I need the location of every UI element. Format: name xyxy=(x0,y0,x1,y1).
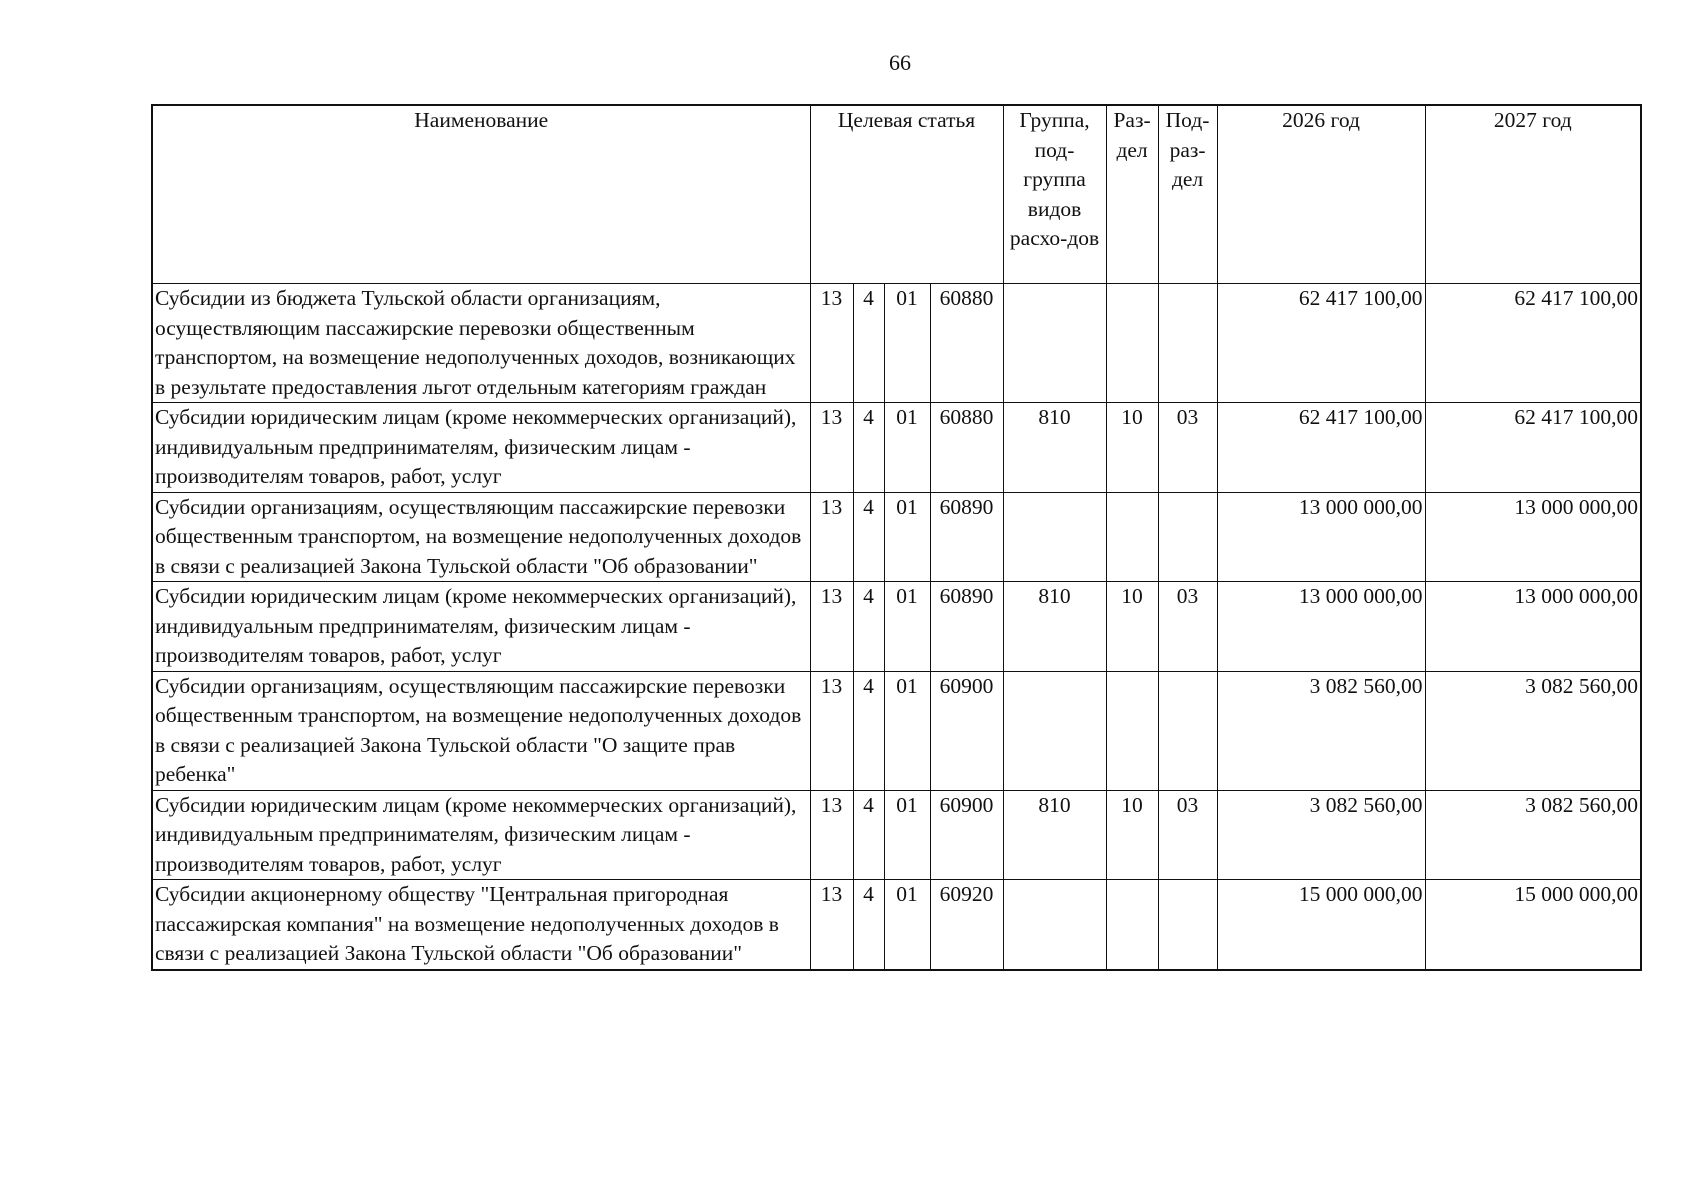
row-amount-2027: 62 417 100,00 xyxy=(1425,403,1641,493)
row-name: Субсидии юридическим лицам (кроме некоммерческих организаций), индивидуальным предпринимателям, физическим лицам - производителям товаров, работ, услуг xyxy=(152,403,810,493)
row-group xyxy=(1003,492,1106,582)
row-amount-2027: 15 000 000,00 xyxy=(1425,880,1641,970)
row-name: Субсидии из бюджета Тульской области организациям, осуществляющим пассажирские перевозки общественным транспортом, на возмещение недополученных доходов, возникающих в результате предоставления льгот отдельным категориям граждан xyxy=(152,284,810,403)
row-group xyxy=(1003,671,1106,790)
row-code-type: 4 xyxy=(853,582,884,672)
header-subsection: Под-раз-дел xyxy=(1158,105,1217,284)
row-code-subprogram: 01 xyxy=(884,582,930,672)
row-code-direction: 60900 xyxy=(930,790,1003,880)
row-code-type: 4 xyxy=(853,671,884,790)
row-name: Субсидии организациям, осуществляющим пассажирские перевозки общественным транспортом, на возмещение недополученных доходов в связи с реализацией Закона Тульской области "Об образовании" xyxy=(152,492,810,582)
row-code-type: 4 xyxy=(853,492,884,582)
header-name: Наименование xyxy=(152,105,810,284)
row-code-type: 4 xyxy=(853,284,884,403)
row-group xyxy=(1003,284,1106,403)
table-row xyxy=(152,403,1641,493)
row-amount-2026: 13 000 000,00 xyxy=(1217,582,1425,672)
row-code-direction: 60890 xyxy=(930,492,1003,582)
header-section: Раз-дел xyxy=(1106,105,1158,284)
header-year-2026: 2026 год xyxy=(1217,105,1425,284)
row-subsection xyxy=(1158,492,1217,582)
row-code-subprogram: 01 xyxy=(884,880,930,970)
row-amount-2027: 3 082 560,00 xyxy=(1425,790,1641,880)
row-name: Субсидии юридическим лицам (кроме некоммерческих организаций), индивидуальным предпринимателям, физическим лицам - производителям товаров, работ, услуг xyxy=(152,582,810,672)
row-code-subprogram: 01 xyxy=(884,403,930,493)
row-code-subprogram: 01 xyxy=(884,671,930,790)
table-row xyxy=(152,492,1641,582)
row-subsection xyxy=(1158,284,1217,403)
row-code-type: 4 xyxy=(853,403,884,493)
row-code-type: 4 xyxy=(853,880,884,970)
row-code-direction: 60880 xyxy=(930,403,1003,493)
row-subsection: 03 xyxy=(1158,790,1217,880)
row-name: Субсидии организациям, осуществляющим пассажирские перевозки общественным транспортом, на возмещение недополученных доходов в связи с реализацией Закона Тульской области "О защите прав ребенка" xyxy=(152,671,810,790)
row-subsection: 03 xyxy=(1158,403,1217,493)
row-amount-2026: 13 000 000,00 xyxy=(1217,492,1425,582)
row-group: 810 xyxy=(1003,790,1106,880)
page-number: 66 xyxy=(889,50,911,75)
row-subsection xyxy=(1158,880,1217,970)
row-name: Субсидии акционерному обществу "Центральная пригородная пассажирская компания" на возмещение недополученных доходов в связи с реализацией Закона Тульской области "Об образовании" xyxy=(152,880,810,970)
row-subsection xyxy=(1158,671,1217,790)
table-row xyxy=(152,671,1641,790)
row-code-program: 13 xyxy=(810,492,853,582)
row-amount-2026: 3 082 560,00 xyxy=(1217,671,1425,790)
row-section xyxy=(1106,284,1158,403)
row-code-program: 13 xyxy=(810,403,853,493)
row-name: Субсидии юридическим лицам (кроме некоммерческих организаций), индивидуальным предпринимателям, физическим лицам - производителям товаров, работ, услуг xyxy=(152,790,810,880)
budget-table xyxy=(151,104,1642,971)
table-row xyxy=(152,582,1641,672)
table-header-row xyxy=(152,105,1641,284)
row-subsection: 03 xyxy=(1158,582,1217,672)
row-amount-2026: 15 000 000,00 xyxy=(1217,880,1425,970)
row-code-program: 13 xyxy=(810,671,853,790)
row-section xyxy=(1106,671,1158,790)
row-code-type: 4 xyxy=(853,790,884,880)
row-amount-2026: 62 417 100,00 xyxy=(1217,403,1425,493)
table-row xyxy=(152,880,1641,970)
header-target-article: Целевая статья xyxy=(810,105,1003,284)
row-code-subprogram: 01 xyxy=(884,284,930,403)
row-amount-2027: 13 000 000,00 xyxy=(1425,582,1641,672)
table-row xyxy=(152,790,1641,880)
row-amount-2026: 62 417 100,00 xyxy=(1217,284,1425,403)
row-section xyxy=(1106,492,1158,582)
row-amount-2026: 3 082 560,00 xyxy=(1217,790,1425,880)
row-code-program: 13 xyxy=(810,582,853,672)
row-amount-2027: 3 082 560,00 xyxy=(1425,671,1641,790)
row-code-subprogram: 01 xyxy=(884,790,930,880)
row-group: 810 xyxy=(1003,403,1106,493)
row-section: 10 xyxy=(1106,582,1158,672)
row-code-direction: 60880 xyxy=(930,284,1003,403)
row-code-direction: 60900 xyxy=(930,671,1003,790)
row-section: 10 xyxy=(1106,403,1158,493)
row-amount-2027: 13 000 000,00 xyxy=(1425,492,1641,582)
row-code-program: 13 xyxy=(810,790,853,880)
row-group: 810 xyxy=(1003,582,1106,672)
row-code-program: 13 xyxy=(810,880,853,970)
row-code-direction: 60890 xyxy=(930,582,1003,672)
row-code-direction: 60920 xyxy=(930,880,1003,970)
row-code-program: 13 xyxy=(810,284,853,403)
header-group: Группа, под-группа видов расхо-дов xyxy=(1003,105,1106,284)
table-row xyxy=(152,284,1641,403)
row-code-subprogram: 01 xyxy=(884,492,930,582)
row-section: 10 xyxy=(1106,790,1158,880)
row-section xyxy=(1106,880,1158,970)
row-group xyxy=(1003,880,1106,970)
row-amount-2027: 62 417 100,00 xyxy=(1425,284,1641,403)
header-year-2027: 2027 год xyxy=(1425,105,1641,284)
